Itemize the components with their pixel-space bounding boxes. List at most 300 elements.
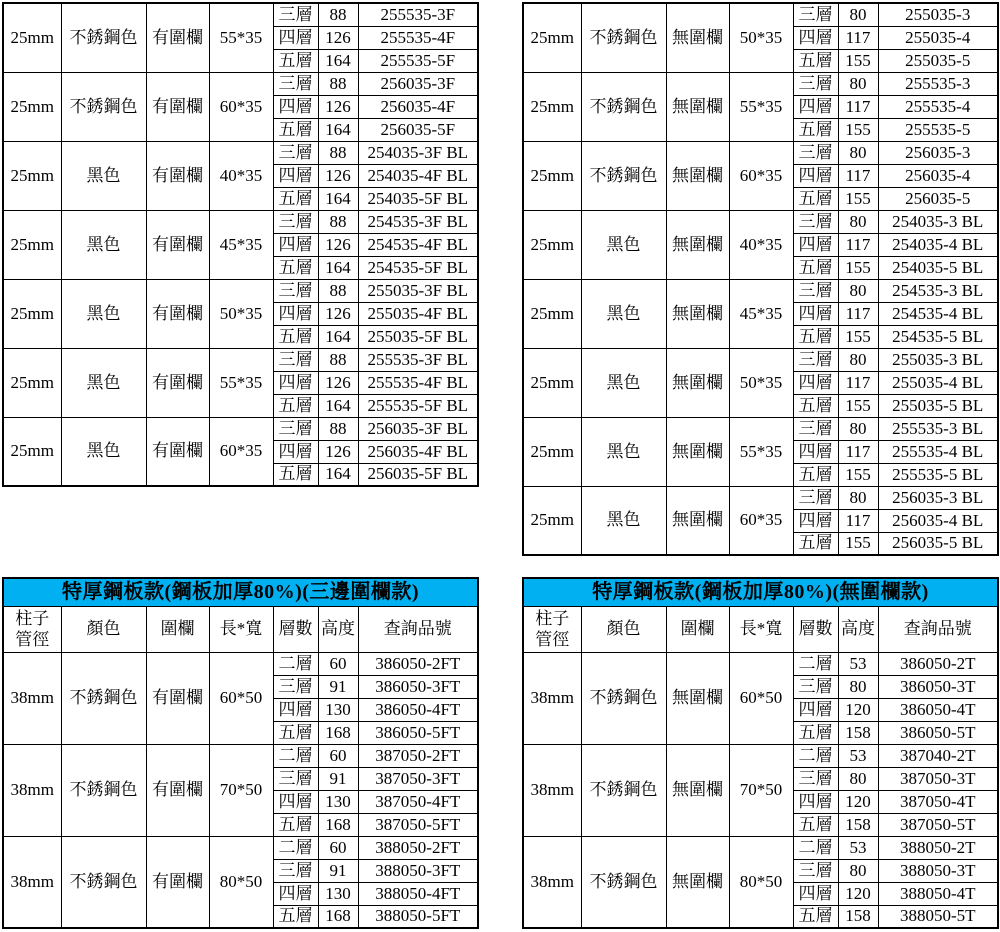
height-cell: 130 [318,882,358,905]
product-code-cell: 255035-5 BL [878,394,998,417]
product-code-cell: 256035-4F [358,95,478,118]
fence-cell: 有圍欄 [146,3,209,72]
height-cell: 88 [318,210,358,233]
height-cell: 60 [318,744,358,767]
pipe-diameter-cell: 25mm [3,141,61,210]
layer-cell: 三層 [273,859,318,882]
product-code-cell: 386050-2T [878,652,998,675]
height-cell: 158 [838,813,878,836]
layer-cell: 四層 [273,26,318,49]
size-cell: 40*35 [209,141,273,210]
header-size: 長*寬 [729,606,793,652]
layer-cell: 五層 [273,187,318,210]
layer-cell: 五層 [793,532,838,555]
size-cell: 80*50 [209,836,273,928]
color-cell: 黑色 [61,141,146,210]
product-code-cell: 255535-4 [878,95,998,118]
layer-cell: 四層 [273,233,318,256]
pipe-diameter-cell: 38mm [523,744,581,836]
color-cell: 黑色 [61,210,146,279]
layer-cell: 四層 [273,698,318,721]
height-cell: 164 [318,256,358,279]
header-height: 高度 [318,606,358,652]
product-code-cell: 254035-3F BL [358,141,478,164]
layer-cell: 三層 [273,210,318,233]
product-code-cell: 254035-5F BL [358,187,478,210]
product-code-cell: 256035-3F BL [358,417,478,440]
layer-cell: 三層 [273,767,318,790]
color-cell: 不銹鋼色 [61,3,146,72]
layer-cell: 五層 [273,49,318,72]
fence-cell: 有圍欄 [146,210,209,279]
product-code-cell: 388050-4T [878,882,998,905]
height-cell: 91 [318,859,358,882]
layer-cell: 四層 [793,371,838,394]
product-code-cell: 256035-3F [358,72,478,95]
table-row [3,744,478,767]
header-color: 顏色 [61,606,146,652]
layer-cell: 二層 [793,744,838,767]
pipe-diameter-cell: 38mm [523,652,581,744]
color-cell: 不銹鋼色 [61,72,146,141]
header-fence: 圍欄 [146,606,209,652]
layer-cell: 四層 [273,95,318,118]
fence-cell: 有圍欄 [146,652,209,744]
product-code-cell: 255035-4 BL [878,371,998,394]
height-cell: 60 [318,652,358,675]
height-cell: 88 [318,417,358,440]
table-row [523,836,998,859]
size-cell: 45*35 [209,210,273,279]
layer-cell: 四層 [793,26,838,49]
height-cell: 164 [318,49,358,72]
fence-cell: 有圍欄 [146,72,209,141]
product-code-cell: 254535-3F BL [358,210,478,233]
height-cell: 80 [838,141,878,164]
pipe-diameter-cell: 25mm [523,279,581,348]
pipe-diameter-cell: 38mm [3,744,61,836]
layer-cell: 四層 [793,233,838,256]
layer-cell: 五層 [793,49,838,72]
layer-cell: 四層 [273,790,318,813]
product-code-cell: 387050-2FT [358,744,478,767]
size-cell: 70*50 [729,744,793,836]
product-code-cell: 254035-4F BL [358,164,478,187]
size-cell: 50*35 [209,279,273,348]
table-row [523,744,998,767]
product-code-cell: 256035-5 [878,187,998,210]
layer-cell: 五層 [273,905,318,928]
height-cell: 80 [838,279,878,302]
layer-cell: 五層 [273,721,318,744]
height-cell: 126 [318,95,358,118]
header-product-code: 查詢品號 [878,606,998,652]
layer-cell: 三層 [273,675,318,698]
product-code-cell: 388050-2FT [358,836,478,859]
layer-cell: 三層 [793,675,838,698]
layer-cell: 二層 [793,652,838,675]
height-cell: 53 [838,744,878,767]
product-code-cell: 256035-5 BL [878,532,998,555]
product-code-cell: 256035-4 BL [878,509,998,532]
layer-cell: 四層 [793,698,838,721]
table-title-bottom-right: 特厚鋼板款(鋼板加厚80%)(無圍欄款) [523,578,998,606]
size-cell: 70*50 [209,744,273,836]
height-cell: 88 [318,3,358,26]
header-layers: 層數 [273,606,318,652]
height-cell: 117 [838,233,878,256]
height-cell: 126 [318,164,358,187]
layer-cell: 四層 [273,371,318,394]
layer-cell: 三層 [793,348,838,371]
layer-cell: 五層 [793,813,838,836]
product-code-cell: 254035-5 BL [878,256,998,279]
pipe-diameter-cell: 25mm [3,3,61,72]
table-row [523,210,998,233]
table-row [3,348,478,371]
table-25mm-fenced [2,2,479,487]
height-cell: 155 [838,532,878,555]
height-cell: 130 [318,790,358,813]
header-pipe-line1: 柱子 [535,608,570,628]
height-cell: 126 [318,233,358,256]
height-cell: 155 [838,463,878,486]
layer-cell: 三層 [793,859,838,882]
layer-cell: 五層 [273,463,318,486]
product-code-cell: 255535-5 [878,118,998,141]
product-code-cell: 386050-5FT [358,721,478,744]
size-cell: 50*35 [729,3,793,72]
table-row [523,348,998,371]
layer-cell: 四層 [793,95,838,118]
height-cell: 88 [318,141,358,164]
height-cell: 80 [838,210,878,233]
product-code-cell: 255535-5 BL [878,463,998,486]
layer-cell: 四層 [793,509,838,532]
product-code-cell: 256035-3 [878,141,998,164]
layer-cell: 三層 [273,348,318,371]
color-cell: 黑色 [61,348,146,417]
layer-cell: 五層 [793,721,838,744]
layer-cell: 五層 [273,394,318,417]
size-cell: 60*50 [729,652,793,744]
product-code-cell: 255035-4 [878,26,998,49]
product-code-cell: 387050-4FT [358,790,478,813]
fence-cell: 無圍欄 [666,836,729,928]
layer-cell: 二層 [273,744,318,767]
height-cell: 168 [318,721,358,744]
pipe-diameter-cell: 38mm [3,652,61,744]
table-row [523,652,998,675]
height-cell: 155 [838,49,878,72]
layer-cell: 五層 [273,118,318,141]
product-code-cell: 256035-3 BL [878,486,998,509]
layer-cell: 五層 [273,325,318,348]
color-cell: 不銹鋼色 [581,141,666,210]
header-height: 高度 [838,606,878,652]
height-cell: 117 [838,509,878,532]
layer-cell: 三層 [793,279,838,302]
fence-cell: 無圍欄 [666,417,729,486]
table-row [523,72,998,95]
height-cell: 91 [318,675,358,698]
pipe-diameter-cell: 38mm [523,836,581,928]
product-code-cell: 256035-4F BL [358,440,478,463]
size-cell: 45*35 [729,279,793,348]
layer-cell: 四層 [793,164,838,187]
color-cell: 不銹鋼色 [581,72,666,141]
height-cell: 117 [838,371,878,394]
layer-cell: 五層 [793,463,838,486]
fence-cell: 無圍欄 [666,744,729,836]
height-cell: 164 [318,187,358,210]
product-code-cell: 255035-3 BL [878,348,998,371]
layer-cell: 二層 [273,652,318,675]
color-cell: 黑色 [61,417,146,486]
fence-cell: 有圍欄 [146,279,209,348]
fence-cell: 無圍欄 [666,279,729,348]
layer-cell: 四層 [273,882,318,905]
height-cell: 164 [318,118,358,141]
product-code-cell: 254535-4F BL [358,233,478,256]
height-cell: 117 [838,164,878,187]
product-code-cell: 387050-5FT [358,813,478,836]
table-row [3,3,478,26]
height-cell: 158 [838,721,878,744]
pipe-diameter-cell: 25mm [3,417,61,486]
color-cell: 不銹鋼色 [581,744,666,836]
fence-cell: 無圍欄 [666,210,729,279]
layer-cell: 三層 [793,767,838,790]
table-row [3,836,478,859]
product-code-cell: 254535-4 BL [878,302,998,325]
product-code-cell: 387040-2T [878,744,998,767]
pipe-diameter-cell: 25mm [3,279,61,348]
height-cell: 53 [838,836,878,859]
color-cell: 不銹鋼色 [61,836,146,928]
product-code-cell: 386050-4T [878,698,998,721]
fence-cell: 無圍欄 [666,486,729,555]
height-cell: 80 [838,675,878,698]
height-cell: 155 [838,256,878,279]
height-cell: 80 [838,72,878,95]
layer-cell: 三層 [793,417,838,440]
color-cell: 黑色 [581,210,666,279]
header-layers: 層數 [793,606,838,652]
layer-cell: 五層 [793,187,838,210]
product-code-cell: 387050-5T [878,813,998,836]
color-cell: 黑色 [581,348,666,417]
layer-cell: 五層 [793,325,838,348]
pipe-diameter-cell: 38mm [3,836,61,928]
product-code-cell: 388050-5T [878,905,998,928]
product-code-cell: 255535-4F BL [358,371,478,394]
layer-cell: 二層 [273,836,318,859]
height-cell: 88 [318,279,358,302]
layer-cell: 三層 [273,3,318,26]
product-code-cell: 254035-3 BL [878,210,998,233]
table-25mm-unfenced [522,2,999,556]
pipe-diameter-cell: 25mm [523,72,581,141]
table-row [523,3,998,26]
table-row [3,279,478,302]
height-cell: 158 [838,905,878,928]
pipe-diameter-cell: 25mm [523,348,581,417]
product-code-cell: 255535-3F BL [358,348,478,371]
fence-cell: 有圍欄 [146,348,209,417]
header-pipe-diameter [3,606,61,652]
height-cell: 155 [838,187,878,210]
layer-cell: 三層 [793,141,838,164]
height-cell: 126 [318,371,358,394]
product-code-cell: 255535-4 BL [878,440,998,463]
table-row [3,72,478,95]
product-code-cell: 386050-3T [878,675,998,698]
product-code-cell: 255035-4F BL [358,302,478,325]
color-cell: 不銹鋼色 [581,652,666,744]
height-cell: 80 [838,417,878,440]
product-code-cell: 255535-5F [358,49,478,72]
height-cell: 168 [318,905,358,928]
product-code-cell: 387050-3FT [358,767,478,790]
fence-cell: 無圍欄 [666,141,729,210]
size-cell: 80*50 [729,836,793,928]
header-pipe-line2: 管徑 [15,630,50,649]
fence-cell: 有圍欄 [146,417,209,486]
fence-cell: 有圍欄 [146,836,209,928]
product-code-cell: 387050-3T [878,767,998,790]
size-cell: 60*35 [729,141,793,210]
height-cell: 80 [838,3,878,26]
height-cell: 126 [318,26,358,49]
table-header-row [523,606,998,652]
height-cell: 168 [318,813,358,836]
product-code-cell: 254535-3 BL [878,279,998,302]
height-cell: 88 [318,72,358,95]
height-cell: 117 [838,26,878,49]
height-cell: 164 [318,463,358,486]
size-cell: 50*35 [729,348,793,417]
height-cell: 120 [838,882,878,905]
product-code-cell: 388050-4FT [358,882,478,905]
product-code-cell: 255535-4F [358,26,478,49]
header-product-code: 查詢品號 [358,606,478,652]
height-cell: 80 [838,859,878,882]
product-code-cell: 256035-5F BL [358,463,478,486]
height-cell: 155 [838,394,878,417]
height-cell: 117 [838,440,878,463]
layer-cell: 四層 [273,440,318,463]
pipe-diameter-cell: 25mm [523,210,581,279]
header-fence: 圍欄 [666,606,729,652]
table-row [3,417,478,440]
table-row [523,417,998,440]
layer-cell: 五層 [273,813,318,836]
product-code-cell: 388050-3FT [358,859,478,882]
table-row [523,141,998,164]
layer-cell: 三層 [273,417,318,440]
table-title-bottom-left: 特厚鋼板款(鋼板加厚80%)(三邊圍欄款) [3,578,478,606]
color-cell: 不銹鋼色 [581,836,666,928]
height-cell: 126 [318,302,358,325]
pipe-diameter-cell: 25mm [3,348,61,417]
table-title-row [523,578,998,606]
height-cell: 117 [838,302,878,325]
pipe-diameter-cell: 25mm [523,141,581,210]
table-38mm-unfenced [522,577,999,929]
fence-cell: 無圍欄 [666,652,729,744]
height-cell: 80 [838,486,878,509]
height-cell: 88 [318,348,358,371]
layer-cell: 三層 [273,72,318,95]
size-cell: 60*35 [209,72,273,141]
pipe-diameter-cell: 25mm [523,417,581,486]
table-38mm-fenced [2,577,479,929]
product-code-cell: 254535-5 BL [878,325,998,348]
height-cell: 117 [838,95,878,118]
layer-cell: 五層 [273,256,318,279]
product-code-cell: 386050-3FT [358,675,478,698]
height-cell: 126 [318,440,358,463]
layer-cell: 五層 [793,905,838,928]
layer-cell: 五層 [793,118,838,141]
product-code-cell: 255035-5 [878,49,998,72]
product-code-cell: 255535-3 BL [878,417,998,440]
height-cell: 91 [318,767,358,790]
layer-cell: 四層 [273,164,318,187]
header-pipe-line1: 柱子 [15,608,50,628]
product-code-cell: 256035-4 [878,164,998,187]
height-cell: 60 [318,836,358,859]
size-cell: 55*35 [209,348,273,417]
fence-cell: 無圍欄 [666,72,729,141]
size-cell: 60*35 [209,417,273,486]
layer-cell: 四層 [793,302,838,325]
height-cell: 130 [318,698,358,721]
product-code-cell: 255035-5F BL [358,325,478,348]
height-cell: 164 [318,394,358,417]
height-cell: 155 [838,118,878,141]
table-row [3,210,478,233]
header-pipe-line2: 管徑 [535,630,570,649]
height-cell: 120 [838,790,878,813]
layer-cell: 四層 [793,440,838,463]
product-code-cell: 255535-3 [878,72,998,95]
product-code-cell: 388050-5FT [358,905,478,928]
color-cell: 黑色 [581,279,666,348]
product-code-cell: 254035-4 BL [878,233,998,256]
product-code-cell: 388050-2T [878,836,998,859]
layer-cell: 三層 [793,72,838,95]
size-cell: 55*35 [729,417,793,486]
table-row [3,652,478,675]
layer-cell: 四層 [793,882,838,905]
product-code-cell: 254535-5F BL [358,256,478,279]
pipe-diameter-cell: 25mm [3,72,61,141]
product-code-cell: 388050-3T [878,859,998,882]
height-cell: 80 [838,767,878,790]
size-cell: 60*50 [209,652,273,744]
layer-cell: 五層 [793,256,838,279]
size-cell: 60*35 [729,486,793,555]
color-cell: 黑色 [581,417,666,486]
size-cell: 55*35 [729,72,793,141]
layer-cell: 三層 [793,486,838,509]
color-cell: 不銹鋼色 [61,744,146,836]
header-color: 顏色 [581,606,666,652]
product-code-cell: 386050-4FT [358,698,478,721]
fence-cell: 有圍欄 [146,744,209,836]
